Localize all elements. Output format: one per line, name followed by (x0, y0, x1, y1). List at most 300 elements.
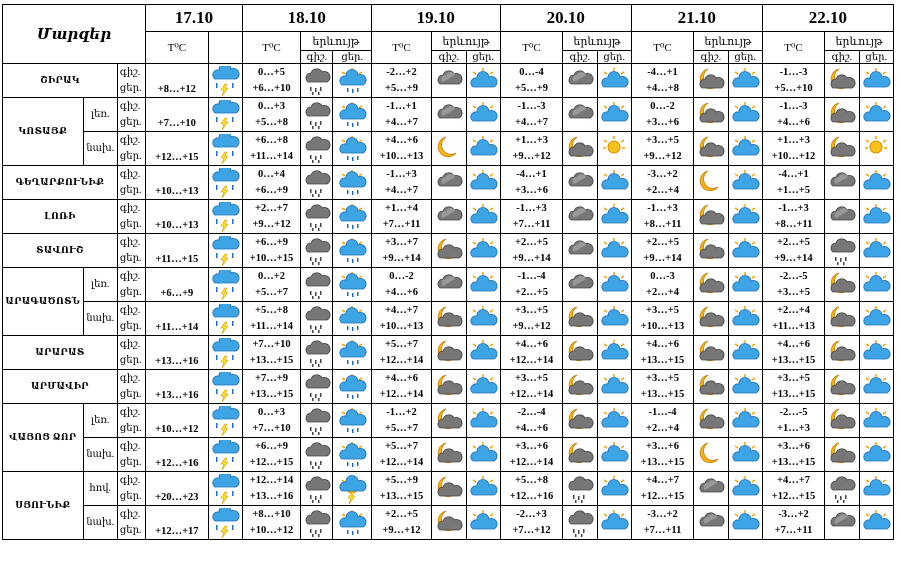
night-temperature: +4…+6 (646, 338, 679, 350)
moon-cloud-weather-icon (694, 64, 728, 98)
rain-weather-icon (301, 404, 333, 438)
temperature-cell (500, 234, 562, 268)
storm-weather-icon (208, 302, 242, 336)
sun-cloud-weather-icon (859, 166, 894, 200)
day-temperature: +10…+13 (379, 320, 424, 332)
temperature-range: +20…+23 (146, 472, 208, 506)
night-label: գիշ. (119, 474, 141, 486)
night-temperature: -1…-4 (517, 270, 546, 282)
moon-cloud-weather-icon (694, 268, 728, 302)
sun-rain-weather-icon (333, 166, 371, 200)
day-temperature: +9…+14 (643, 252, 682, 264)
temperature-cell (631, 200, 693, 234)
moon-cloud-weather-icon (825, 438, 859, 472)
night-temperature: +2…+5 (646, 236, 679, 248)
sun-rain-weather-icon (333, 302, 371, 336)
night-temperature: -3…+2 (647, 508, 678, 520)
moon-cloud-weather-icon (825, 370, 859, 404)
date-header: 20.10 (500, 5, 631, 32)
day-temperature: +1…+5 (777, 184, 810, 196)
night-temperature: +5…+7 (385, 440, 418, 452)
rain-weather-icon (301, 200, 333, 234)
night-temperature: +4…+6 (385, 134, 418, 146)
day-temperature: +4…+6 (777, 116, 810, 128)
day-label: ցեր. (119, 116, 142, 128)
sun-rain-weather-icon (333, 64, 371, 98)
day-temperature: +12…+14 (509, 388, 554, 400)
date-header: 19.10 (371, 5, 500, 32)
night-temperature: +4…+6 (515, 338, 548, 350)
temperature-cell (371, 64, 431, 98)
sun-cloud-weather-icon (466, 64, 500, 98)
temperature-cell (762, 302, 824, 336)
moon-cloud-weather-icon (825, 268, 859, 302)
sun-cloud-weather-icon (728, 404, 762, 438)
night-day-labels (117, 166, 145, 200)
night-header: գիշ. (694, 51, 728, 64)
temperature-cell (762, 234, 824, 268)
temp-col-header: T⁰C (500, 32, 562, 64)
night-header: գիշ. (432, 51, 466, 64)
sun-cloud-weather-icon (859, 268, 894, 302)
moon-cloud-weather-icon (432, 506, 466, 540)
night-temperature: +3…+6 (777, 440, 810, 452)
cloud-weather-icon (694, 506, 728, 540)
temperature-cell (500, 506, 562, 540)
night-temperature: +3…+5 (646, 372, 679, 384)
phenomenon-header: երևույթ (825, 32, 894, 51)
temperature-cell (500, 302, 562, 336)
temperature-cell (631, 370, 693, 404)
day-temperature: +9…+14 (382, 252, 421, 264)
night-temperature: +5…+9 (385, 474, 418, 486)
sun-cloud-weather-icon (597, 64, 631, 98)
sun-cloud-weather-icon (466, 302, 500, 336)
night-label: գիշ. (119, 236, 141, 248)
day-temperature: +9…+12 (512, 150, 551, 162)
night-temperature: +3…+5 (777, 372, 810, 384)
sun-cloud-weather-icon (466, 506, 500, 540)
day-label: ցեր. (119, 524, 142, 536)
day-temperature: +13…+15 (249, 354, 294, 366)
storm-weather-icon (208, 268, 242, 302)
region-row (3, 302, 894, 336)
sun-weather-icon (859, 132, 894, 166)
night-temperature: -2…+3 (516, 508, 547, 520)
day-temperature: +12…+14 (509, 456, 554, 468)
temperature-cell (762, 472, 824, 506)
moon-cloud-weather-icon (563, 370, 597, 404)
night-label: գիշ. (119, 338, 141, 350)
night-label: գիշ. (119, 168, 141, 180)
temperature-cell (500, 98, 562, 132)
night-temperature: +1…+3 (777, 134, 810, 146)
sun-cloud-weather-icon (597, 268, 631, 302)
rain-weather-icon (301, 336, 333, 370)
region-name: ԱՐԱՐԱՏ (3, 336, 118, 370)
temperature-cell (371, 404, 431, 438)
cloud-weather-icon (432, 268, 466, 302)
sun-cloud-weather-icon (859, 404, 894, 438)
date-header: 18.10 (242, 5, 371, 32)
phenomenon-header: երևույթ (301, 32, 372, 51)
sun-cloud-weather-icon (859, 472, 894, 506)
rain-weather-icon (563, 506, 597, 540)
day-label: ցեր. (119, 286, 142, 298)
day-temperature: +10…+15 (249, 252, 294, 264)
night-temperature: +6…+9 (255, 236, 289, 248)
night-temperature: +4…+6 (385, 372, 418, 384)
sun-cloud-weather-icon (859, 98, 894, 132)
temperature-cell (762, 268, 824, 302)
sun-rain-weather-icon (333, 370, 371, 404)
temperature-cell (242, 98, 300, 132)
night-day-labels (117, 336, 145, 370)
day-temperature: +3…+6 (515, 184, 548, 196)
night-temperature: 0…-2 (389, 270, 414, 282)
phenomenon-header: երևույթ (432, 32, 501, 51)
storm-weather-icon (208, 234, 242, 268)
night-label: գիշ. (119, 66, 141, 78)
night-temperature: -4…+1 (647, 66, 678, 78)
night-temperature: +3…+5 (646, 134, 679, 146)
sun-cloud-weather-icon (859, 438, 894, 472)
day-temperature: +13…+15 (640, 388, 685, 400)
night-temperature: 0…-4 (519, 66, 544, 78)
region-row (3, 234, 894, 268)
rain-weather-icon (301, 268, 333, 302)
temperature-cell (371, 98, 431, 132)
day-header: ցեր. (859, 51, 894, 64)
night-temperature: 0…+2 (258, 270, 286, 282)
night-temperature: +5…+8 (515, 474, 548, 486)
storm-weather-icon (208, 98, 242, 132)
region-row (3, 506, 894, 540)
temperature-cell (762, 438, 824, 472)
day-temperature: +2…+4 (646, 286, 679, 298)
temperature-cell (762, 64, 824, 98)
night-temperature: -1…-3 (517, 100, 546, 112)
night-temperature: -1…+1 (386, 100, 417, 112)
day-temperature: +2…+4 (646, 422, 679, 434)
night-temperature: -2…+2 (386, 66, 417, 78)
day-temperature: +6…+9 (255, 184, 289, 196)
region-row (3, 132, 894, 166)
temperature-cell (371, 370, 431, 404)
temperature-cell (500, 166, 562, 200)
day-label: ցեր. (119, 490, 142, 502)
temperature-cell (371, 506, 431, 540)
storm-weather-icon (208, 506, 242, 540)
region-name: ԱՐՄԱՎԻՐ (3, 370, 118, 404)
temperature-cell (371, 472, 431, 506)
day-temperature: +4…+7 (385, 116, 418, 128)
temperature-cell (242, 506, 300, 540)
date-header: 17.10 (146, 5, 243, 32)
rain-weather-icon (301, 302, 333, 336)
temperature-range: +12…+15 (146, 132, 208, 166)
night-temperature: +7…+9 (255, 372, 289, 384)
moon-weather-icon (432, 132, 466, 166)
night-temperature: +3…+5 (515, 304, 548, 316)
night-temperature: +3…+6 (646, 440, 679, 452)
day-label: ցեր. (119, 456, 142, 468)
sun-cloud-weather-icon (466, 234, 500, 268)
temperature-cell (762, 98, 824, 132)
moon-weather-icon (694, 438, 728, 472)
forecast-body (3, 64, 894, 540)
sun-cloud-weather-icon (728, 302, 762, 336)
storm-weather-icon (208, 132, 242, 166)
day-temperature: +10…+13 (640, 320, 685, 332)
temperature-cell (631, 302, 693, 336)
night-temperature: +4…+7 (777, 474, 810, 486)
night-temperature: +8…+10 (252, 508, 291, 520)
day-temperature: +9…+14 (512, 252, 551, 264)
day-temperature: +4…+6 (515, 422, 548, 434)
night-header: գիշ. (301, 51, 333, 64)
region-row (3, 64, 894, 98)
moon-cloud-weather-icon (694, 302, 728, 336)
sun-cloud-weather-icon (597, 166, 631, 200)
night-temperature: -1…+3 (647, 202, 678, 214)
night-label: գիշ. (119, 406, 141, 418)
sun-rain-weather-icon (333, 506, 371, 540)
moon-cloud-weather-icon (563, 438, 597, 472)
sun-cloud-weather-icon (728, 472, 762, 506)
night-temperature: +4…+6 (777, 338, 810, 350)
temperature-cell (500, 404, 562, 438)
night-temperature: +5…+8 (255, 304, 289, 316)
sun-cloud-weather-icon (859, 336, 894, 370)
night-temperature: -1…+2 (386, 406, 417, 418)
sun-rain-weather-icon (333, 438, 371, 472)
sun-cloud-weather-icon (466, 166, 500, 200)
moon-cloud-weather-icon (432, 336, 466, 370)
day-temperature: +12…+16 (509, 490, 554, 502)
date-header: 21.10 (631, 5, 762, 32)
moon-cloud-weather-icon (694, 98, 728, 132)
temperature-cell (242, 132, 300, 166)
day-temperature: +2…+5 (515, 286, 548, 298)
day-header: ցեր. (728, 51, 762, 64)
temperature-cell (242, 64, 300, 98)
sun-cloud-weather-icon (728, 132, 762, 166)
night-temperature: +6…+9 (255, 440, 289, 452)
day-temperature: +5…+9 (385, 82, 418, 94)
storm-weather-icon (208, 200, 242, 234)
temp-col-header: T⁰C (762, 32, 824, 64)
day-temperature: +11…+14 (250, 320, 293, 332)
day-temperature: +1…+3 (777, 422, 810, 434)
sun-cloud-weather-icon (859, 64, 894, 98)
temperature-cell (631, 166, 693, 200)
day-header: ցեր. (466, 51, 500, 64)
sun-cloud-weather-icon (597, 404, 631, 438)
region-name: ՇԻՐԱԿ (3, 64, 118, 98)
temperature-cell (371, 132, 431, 166)
day-temperature: +10…+12 (771, 150, 816, 162)
subregion-label: նախ. (83, 506, 117, 540)
sun-rain-weather-icon (333, 234, 371, 268)
day-temperature: +12…+15 (249, 456, 294, 468)
moon-cloud-weather-icon (563, 132, 597, 166)
date-header: 22.10 (762, 5, 893, 32)
day-label: ցեր. (119, 354, 142, 366)
moon-cloud-weather-icon (825, 404, 859, 438)
day-temperature: +11…+13 (772, 320, 815, 332)
day-temperature: +7…+10 (252, 422, 291, 434)
sun-cloud-weather-icon (859, 506, 894, 540)
cloud-weather-icon (825, 200, 859, 234)
sun-cloud-weather-icon (597, 234, 631, 268)
day-header: ցեր. (597, 51, 631, 64)
temperature-cell (500, 132, 562, 166)
temperature-cell (631, 472, 693, 506)
sun-cloud-weather-icon (597, 302, 631, 336)
region-row (3, 370, 894, 404)
day-temperature: +7…+11 (512, 218, 551, 230)
night-temperature: +2…+4 (777, 304, 810, 316)
regions-header: Մարզեր (3, 5, 146, 64)
day-temperature: +5…+8 (255, 116, 289, 128)
sun-cloud-weather-icon (597, 506, 631, 540)
temperature-cell (762, 166, 824, 200)
day-temperature: +13…+15 (771, 354, 816, 366)
day-temperature: +4…+7 (515, 116, 548, 128)
sun-cloud-weather-icon (597, 370, 631, 404)
day-temperature: +12…+15 (640, 490, 685, 502)
blank-header (208, 32, 242, 64)
sun-rain-weather-icon (333, 98, 371, 132)
temperature-cell (371, 200, 431, 234)
night-temperature: -2…-5 (779, 406, 808, 418)
sun-cloud-weather-icon (597, 98, 631, 132)
night-day-labels (117, 472, 145, 506)
temperature-cell (762, 404, 824, 438)
temperature-cell (371, 438, 431, 472)
subregion-label: նախ. (83, 302, 117, 336)
night-temperature: +2…+7 (255, 202, 289, 214)
day-temperature: +12…+14 (379, 388, 424, 400)
night-day-labels (117, 438, 145, 472)
storm-weather-icon (208, 370, 242, 404)
night-temperature: +1…+4 (385, 202, 418, 214)
temp-col-header: T⁰C (242, 32, 300, 64)
day-temperature: +6…+10 (252, 82, 291, 94)
sun-rain-weather-icon (333, 132, 371, 166)
sun-cloud-weather-icon (859, 200, 894, 234)
night-temperature: -1…+3 (778, 202, 809, 214)
night-temperature: +3…+5 (515, 372, 548, 384)
subregion-label: լեռ. (83, 98, 117, 132)
rain-weather-icon (301, 234, 333, 268)
night-day-labels (117, 64, 145, 98)
night-temperature: -1…-4 (648, 406, 677, 418)
temperature-cell (500, 64, 562, 98)
temperature-cell (631, 132, 693, 166)
day-label: ցեր. (119, 252, 142, 264)
moon-cloud-weather-icon (694, 132, 728, 166)
day-temperature: +5…+9 (515, 82, 548, 94)
temperature-range: +11…+15 (146, 234, 208, 268)
night-temperature: -4…+1 (516, 168, 547, 180)
temperature-range: +11…+14 (146, 302, 208, 336)
temperature-cell (242, 370, 300, 404)
moon-cloud-weather-icon (563, 302, 597, 336)
sun-cloud-weather-icon (728, 64, 762, 98)
day-temperature: +9…+12 (382, 524, 421, 536)
moon-weather-icon (694, 166, 728, 200)
night-temperature: +3…+7 (385, 236, 418, 248)
temperature-cell (500, 370, 562, 404)
temp-col-header: T⁰C (371, 32, 431, 64)
sun-cloud-weather-icon (728, 234, 762, 268)
night-day-labels (117, 234, 145, 268)
night-label: գիշ. (119, 134, 141, 146)
temperature-range: +13…+16 (146, 370, 208, 404)
region-name: ԿՈՏԱՅՔ (3, 98, 84, 166)
sun-cloud-weather-icon (728, 336, 762, 370)
night-temperature: -1…-3 (779, 66, 808, 78)
region-name: ՎԱՅՈՑ ՁՈՐ (3, 404, 84, 472)
cloud-weather-icon (563, 166, 597, 200)
night-day-labels (117, 132, 145, 166)
sun-cloud-weather-icon (466, 98, 500, 132)
subregion-label: հով. (83, 472, 117, 506)
temperature-cell (762, 336, 824, 370)
day-temperature: +11…+14 (250, 150, 293, 162)
night-day-labels (117, 506, 145, 540)
temperature-cell (371, 268, 431, 302)
day-temperature: +13…+15 (771, 456, 816, 468)
storm-weather-icon (208, 64, 242, 98)
temperature-cell (242, 234, 300, 268)
night-day-labels (117, 404, 145, 438)
temperature-cell (242, 268, 300, 302)
day-temperature: +10…+13 (379, 150, 424, 162)
storm-weather-icon (208, 472, 242, 506)
night-day-labels (117, 268, 145, 302)
temperature-cell (631, 506, 693, 540)
night-day-labels (117, 370, 145, 404)
sun-cloud-weather-icon (728, 200, 762, 234)
cloud-weather-icon (563, 200, 597, 234)
moon-cloud-weather-icon (825, 336, 859, 370)
moon-cloud-weather-icon (694, 404, 728, 438)
sun-cloud-weather-icon (466, 336, 500, 370)
night-header: գիշ. (563, 51, 597, 64)
day-temperature: +7…+11 (643, 524, 682, 536)
night-temperature: -1…+3 (386, 168, 417, 180)
rain-weather-icon (301, 64, 333, 98)
day-temperature: +7…+11 (382, 218, 421, 230)
day-temperature: +5…+7 (385, 422, 418, 434)
moon-cloud-weather-icon (432, 302, 466, 336)
region-name: ՍՅՈՒՆԻՔ (3, 472, 84, 540)
region-row (3, 166, 894, 200)
sun-cloud-weather-icon (597, 438, 631, 472)
sun-cloud-weather-icon (859, 234, 894, 268)
day-temperature: +9…+12 (252, 218, 291, 230)
cloud-weather-icon (563, 64, 597, 98)
day-temperature: +13…+15 (640, 354, 685, 366)
rain-weather-icon (301, 166, 333, 200)
night-temperature: +4…+7 (385, 304, 418, 316)
temperature-cell (500, 200, 562, 234)
subregion-label: լեռ. (83, 404, 117, 438)
temperature-cell (242, 200, 300, 234)
